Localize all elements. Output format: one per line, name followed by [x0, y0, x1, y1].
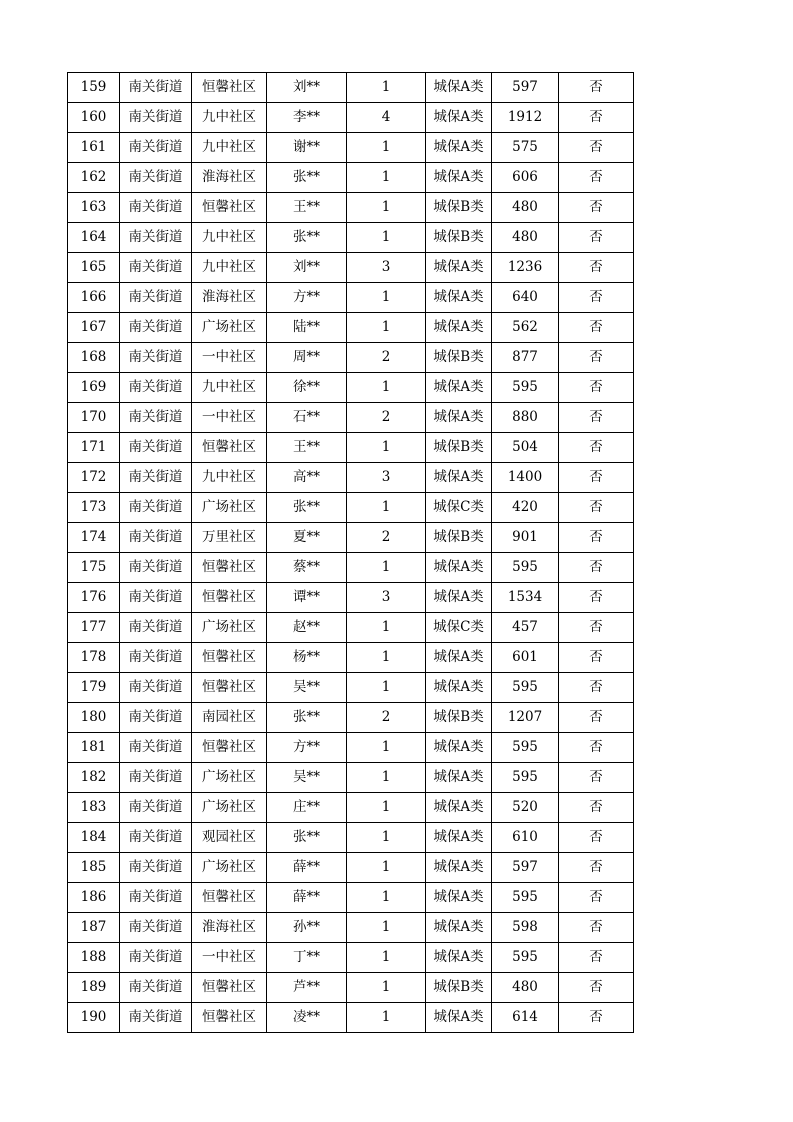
name-cell: 谭** [267, 583, 347, 613]
community-cell: 淮海社区 [192, 913, 267, 943]
flag-cell: 否 [559, 163, 634, 193]
street-cell: 南关街道 [120, 823, 192, 853]
amount-cell: 595 [492, 733, 559, 763]
household-count-cell: 1 [347, 193, 426, 223]
category-cell: 城保A类 [426, 463, 492, 493]
community-cell: 九中社区 [192, 223, 267, 253]
street-cell: 南关街道 [120, 643, 192, 673]
table-row [68, 493, 634, 523]
community-cell: 广场社区 [192, 493, 267, 523]
name-cell: 吴** [267, 763, 347, 793]
row-number-cell: 177 [68, 613, 120, 643]
amount-cell: 614 [492, 1003, 559, 1033]
street-cell: 南关街道 [120, 313, 192, 343]
name-cell: 张** [267, 223, 347, 253]
name-cell: 张** [267, 823, 347, 853]
street-cell: 南关街道 [120, 853, 192, 883]
row-number-cell: 163 [68, 193, 120, 223]
name-cell: 张** [267, 493, 347, 523]
household-count-cell: 1 [347, 553, 426, 583]
table-row [68, 973, 634, 1003]
street-cell: 南关街道 [120, 553, 192, 583]
category-cell: 城保A类 [426, 853, 492, 883]
household-count-cell: 2 [347, 703, 426, 733]
household-count-cell: 1 [347, 313, 426, 343]
category-cell: 城保A类 [426, 673, 492, 703]
community-cell: 恒馨社区 [192, 1003, 267, 1033]
name-cell: 刘** [267, 73, 347, 103]
household-count-cell: 1 [347, 913, 426, 943]
row-number-cell: 186 [68, 883, 120, 913]
category-cell: 城保A类 [426, 253, 492, 283]
table-row [68, 223, 634, 253]
community-cell: 九中社区 [192, 463, 267, 493]
street-cell: 南关街道 [120, 73, 192, 103]
flag-cell: 否 [559, 553, 634, 583]
amount-cell: 598 [492, 913, 559, 943]
street-cell: 南关街道 [120, 253, 192, 283]
amount-cell: 640 [492, 283, 559, 313]
table-row [68, 433, 634, 463]
name-cell: 庄** [267, 793, 347, 823]
category-cell: 城保B类 [426, 343, 492, 373]
category-cell: 城保A类 [426, 733, 492, 763]
category-cell: 城保A类 [426, 643, 492, 673]
table-row [68, 313, 634, 343]
row-number-cell: 164 [68, 223, 120, 253]
name-cell: 徐** [267, 373, 347, 403]
amount-cell: 575 [492, 133, 559, 163]
row-number-cell: 165 [68, 253, 120, 283]
community-cell: 九中社区 [192, 133, 267, 163]
table-row [68, 733, 634, 763]
row-number-cell: 183 [68, 793, 120, 823]
table-row [68, 943, 634, 973]
street-cell: 南关街道 [120, 763, 192, 793]
community-cell: 九中社区 [192, 253, 267, 283]
household-count-cell: 1 [347, 433, 426, 463]
street-cell: 南关街道 [120, 1003, 192, 1033]
household-count-cell: 2 [347, 343, 426, 373]
flag-cell: 否 [559, 853, 634, 883]
category-cell: 城保A类 [426, 883, 492, 913]
name-cell: 刘** [267, 253, 347, 283]
street-cell: 南关街道 [120, 733, 192, 763]
community-cell: 广场社区 [192, 613, 267, 643]
amount-cell: 1207 [492, 703, 559, 733]
flag-cell: 否 [559, 433, 634, 463]
category-cell: 城保A类 [426, 1003, 492, 1033]
street-cell: 南关街道 [120, 163, 192, 193]
community-cell: 万里社区 [192, 523, 267, 553]
row-number-cell: 171 [68, 433, 120, 463]
community-cell: 广场社区 [192, 853, 267, 883]
name-cell: 张** [267, 163, 347, 193]
name-cell: 方** [267, 733, 347, 763]
name-cell: 高** [267, 463, 347, 493]
community-cell: 恒馨社区 [192, 193, 267, 223]
flag-cell: 否 [559, 223, 634, 253]
amount-cell: 457 [492, 613, 559, 643]
category-cell: 城保A类 [426, 823, 492, 853]
community-cell: 广场社区 [192, 793, 267, 823]
row-number-cell: 166 [68, 283, 120, 313]
flag-cell: 否 [559, 493, 634, 523]
household-count-cell: 1 [347, 643, 426, 673]
amount-cell: 601 [492, 643, 559, 673]
flag-cell: 否 [559, 733, 634, 763]
table-row [68, 613, 634, 643]
community-cell: 广场社区 [192, 313, 267, 343]
category-cell: 城保A类 [426, 403, 492, 433]
community-cell: 一中社区 [192, 943, 267, 973]
table-row [68, 853, 634, 883]
name-cell: 周** [267, 343, 347, 373]
community-cell: 恒馨社区 [192, 73, 267, 103]
flag-cell: 否 [559, 793, 634, 823]
category-cell: 城保A类 [426, 373, 492, 403]
name-cell: 芦** [267, 973, 347, 1003]
amount-cell: 504 [492, 433, 559, 463]
name-cell: 孙** [267, 913, 347, 943]
household-count-cell: 3 [347, 583, 426, 613]
flag-cell: 否 [559, 103, 634, 133]
household-count-cell: 1 [347, 223, 426, 253]
category-cell: 城保C类 [426, 613, 492, 643]
row-number-cell: 170 [68, 403, 120, 433]
flag-cell: 否 [559, 73, 634, 103]
category-cell: 城保B类 [426, 703, 492, 733]
household-count-cell: 1 [347, 943, 426, 973]
street-cell: 南关街道 [120, 613, 192, 643]
household-count-cell: 1 [347, 733, 426, 763]
household-count-cell: 1 [347, 163, 426, 193]
table-row [68, 463, 634, 493]
row-number-cell: 172 [68, 463, 120, 493]
category-cell: 城保B类 [426, 523, 492, 553]
category-cell: 城保A类 [426, 943, 492, 973]
table-row [68, 583, 634, 613]
amount-cell: 562 [492, 313, 559, 343]
name-cell: 薛** [267, 883, 347, 913]
household-count-cell: 1 [347, 613, 426, 643]
street-cell: 南关街道 [120, 973, 192, 1003]
flag-cell: 否 [559, 523, 634, 553]
row-number-cell: 175 [68, 553, 120, 583]
category-cell: 城保C类 [426, 493, 492, 523]
street-cell: 南关街道 [120, 193, 192, 223]
name-cell: 丁** [267, 943, 347, 973]
household-count-cell: 1 [347, 373, 426, 403]
amount-cell: 595 [492, 373, 559, 403]
community-cell: 恒馨社区 [192, 883, 267, 913]
street-cell: 南关街道 [120, 583, 192, 613]
row-number-cell: 188 [68, 943, 120, 973]
street-cell: 南关街道 [120, 133, 192, 163]
household-count-cell: 3 [347, 253, 426, 283]
amount-cell: 595 [492, 763, 559, 793]
amount-cell: 595 [492, 883, 559, 913]
category-cell: 城保A类 [426, 553, 492, 583]
community-cell: 恒馨社区 [192, 553, 267, 583]
community-cell: 恒馨社区 [192, 643, 267, 673]
table-row [68, 193, 634, 223]
amount-cell: 520 [492, 793, 559, 823]
amount-cell: 595 [492, 943, 559, 973]
flag-cell: 否 [559, 643, 634, 673]
table-row [68, 883, 634, 913]
category-cell: 城保A类 [426, 313, 492, 343]
community-cell: 恒馨社区 [192, 433, 267, 463]
flag-cell: 否 [559, 193, 634, 223]
category-cell: 城保A类 [426, 103, 492, 133]
community-cell: 恒馨社区 [192, 583, 267, 613]
table-row [68, 73, 634, 103]
flag-cell: 否 [559, 673, 634, 703]
amount-cell: 1534 [492, 583, 559, 613]
category-cell: 城保A类 [426, 73, 492, 103]
amount-cell: 597 [492, 73, 559, 103]
household-count-cell: 1 [347, 673, 426, 703]
category-cell: 城保A类 [426, 583, 492, 613]
name-cell: 王** [267, 193, 347, 223]
row-number-cell: 184 [68, 823, 120, 853]
roster-table-body [68, 73, 634, 1033]
table-row [68, 1003, 634, 1033]
row-number-cell: 176 [68, 583, 120, 613]
flag-cell: 否 [559, 973, 634, 1003]
street-cell: 南关街道 [120, 523, 192, 553]
street-cell: 南关街道 [120, 103, 192, 133]
row-number-cell: 181 [68, 733, 120, 763]
flag-cell: 否 [559, 583, 634, 613]
amount-cell: 480 [492, 223, 559, 253]
table-row [68, 673, 634, 703]
table-row [68, 523, 634, 553]
street-cell: 南关街道 [120, 343, 192, 373]
flag-cell: 否 [559, 373, 634, 403]
amount-cell: 610 [492, 823, 559, 853]
row-number-cell: 168 [68, 343, 120, 373]
row-number-cell: 179 [68, 673, 120, 703]
name-cell: 张** [267, 703, 347, 733]
name-cell: 赵** [267, 613, 347, 643]
table-row [68, 163, 634, 193]
flag-cell: 否 [559, 343, 634, 373]
table-row [68, 703, 634, 733]
name-cell: 杨** [267, 643, 347, 673]
household-count-cell: 3 [347, 463, 426, 493]
flag-cell: 否 [559, 403, 634, 433]
row-number-cell: 182 [68, 763, 120, 793]
table-row [68, 823, 634, 853]
street-cell: 南关街道 [120, 463, 192, 493]
community-cell: 一中社区 [192, 403, 267, 433]
category-cell: 城保A类 [426, 133, 492, 163]
amount-cell: 480 [492, 193, 559, 223]
row-number-cell: 167 [68, 313, 120, 343]
street-cell: 南关街道 [120, 703, 192, 733]
street-cell: 南关街道 [120, 793, 192, 823]
household-count-cell: 1 [347, 1003, 426, 1033]
row-number-cell: 169 [68, 373, 120, 403]
household-count-cell: 1 [347, 73, 426, 103]
community-cell: 九中社区 [192, 103, 267, 133]
community-cell: 淮海社区 [192, 163, 267, 193]
table-row [68, 763, 634, 793]
flag-cell: 否 [559, 823, 634, 853]
community-cell: 观园社区 [192, 823, 267, 853]
name-cell: 石** [267, 403, 347, 433]
street-cell: 南关街道 [120, 433, 192, 463]
table-row [68, 283, 634, 313]
row-number-cell: 180 [68, 703, 120, 733]
name-cell: 夏** [267, 523, 347, 553]
name-cell: 吴** [267, 673, 347, 703]
flag-cell: 否 [559, 613, 634, 643]
flag-cell: 否 [559, 313, 634, 343]
amount-cell: 1912 [492, 103, 559, 133]
amount-cell: 595 [492, 673, 559, 703]
category-cell: 城保B类 [426, 223, 492, 253]
row-number-cell: 190 [68, 1003, 120, 1033]
household-count-cell: 2 [347, 523, 426, 553]
name-cell: 方** [267, 283, 347, 313]
category-cell: 城保B类 [426, 193, 492, 223]
row-number-cell: 161 [68, 133, 120, 163]
street-cell: 南关街道 [120, 883, 192, 913]
name-cell: 陆** [267, 313, 347, 343]
row-number-cell: 162 [68, 163, 120, 193]
household-count-cell: 1 [347, 283, 426, 313]
street-cell: 南关街道 [120, 943, 192, 973]
row-number-cell: 189 [68, 973, 120, 1003]
name-cell: 凌** [267, 1003, 347, 1033]
amount-cell: 420 [492, 493, 559, 523]
flag-cell: 否 [559, 763, 634, 793]
flag-cell: 否 [559, 133, 634, 163]
community-cell: 一中社区 [192, 343, 267, 373]
amount-cell: 606 [492, 163, 559, 193]
name-cell: 蔡** [267, 553, 347, 583]
flag-cell: 否 [559, 703, 634, 733]
category-cell: 城保A类 [426, 163, 492, 193]
row-number-cell: 187 [68, 913, 120, 943]
table-row [68, 403, 634, 433]
street-cell: 南关街道 [120, 913, 192, 943]
table-row [68, 133, 634, 163]
name-cell: 王** [267, 433, 347, 463]
flag-cell: 否 [559, 1003, 634, 1033]
household-count-cell: 1 [347, 793, 426, 823]
category-cell: 城保A类 [426, 283, 492, 313]
amount-cell: 480 [492, 973, 559, 1003]
household-count-cell: 1 [347, 973, 426, 1003]
table-row [68, 103, 634, 133]
street-cell: 南关街道 [120, 493, 192, 523]
street-cell: 南关街道 [120, 283, 192, 313]
row-number-cell: 178 [68, 643, 120, 673]
amount-cell: 1236 [492, 253, 559, 283]
amount-cell: 595 [492, 553, 559, 583]
community-cell: 恒馨社区 [192, 973, 267, 1003]
amount-cell: 877 [492, 343, 559, 373]
table-row [68, 553, 634, 583]
row-number-cell: 173 [68, 493, 120, 523]
table-row [68, 373, 634, 403]
amount-cell: 880 [492, 403, 559, 433]
category-cell: 城保A类 [426, 763, 492, 793]
row-number-cell: 185 [68, 853, 120, 883]
category-cell: 城保A类 [426, 913, 492, 943]
flag-cell: 否 [559, 913, 634, 943]
household-count-cell: 1 [347, 883, 426, 913]
household-count-cell: 4 [347, 103, 426, 133]
household-count-cell: 1 [347, 133, 426, 163]
street-cell: 南关街道 [120, 223, 192, 253]
street-cell: 南关街道 [120, 373, 192, 403]
flag-cell: 否 [559, 883, 634, 913]
household-count-cell: 1 [347, 763, 426, 793]
row-number-cell: 174 [68, 523, 120, 553]
community-cell: 南园社区 [192, 703, 267, 733]
table-row [68, 643, 634, 673]
category-cell: 城保A类 [426, 793, 492, 823]
table-row [68, 343, 634, 373]
category-cell: 城保B类 [426, 433, 492, 463]
row-number-cell: 160 [68, 103, 120, 133]
table-row [68, 793, 634, 823]
community-cell: 恒馨社区 [192, 673, 267, 703]
flag-cell: 否 [559, 943, 634, 973]
category-cell: 城保B类 [426, 973, 492, 1003]
household-count-cell: 2 [347, 403, 426, 433]
community-cell: 九中社区 [192, 373, 267, 403]
table-row [68, 253, 634, 283]
flag-cell: 否 [559, 253, 634, 283]
name-cell: 谢** [267, 133, 347, 163]
name-cell: 薛** [267, 853, 347, 883]
household-count-cell: 1 [347, 853, 426, 883]
amount-cell: 1400 [492, 463, 559, 493]
name-cell: 李** [267, 103, 347, 133]
community-cell: 淮海社区 [192, 283, 267, 313]
community-cell: 广场社区 [192, 763, 267, 793]
street-cell: 南关街道 [120, 673, 192, 703]
row-number-cell: 159 [68, 73, 120, 103]
amount-cell: 901 [492, 523, 559, 553]
flag-cell: 否 [559, 463, 634, 493]
flag-cell: 否 [559, 283, 634, 313]
community-cell: 恒馨社区 [192, 733, 267, 763]
household-count-cell: 1 [347, 823, 426, 853]
roster-table [67, 72, 634, 1033]
table-row [68, 913, 634, 943]
household-count-cell: 1 [347, 493, 426, 523]
street-cell: 南关街道 [120, 403, 192, 433]
amount-cell: 597 [492, 853, 559, 883]
